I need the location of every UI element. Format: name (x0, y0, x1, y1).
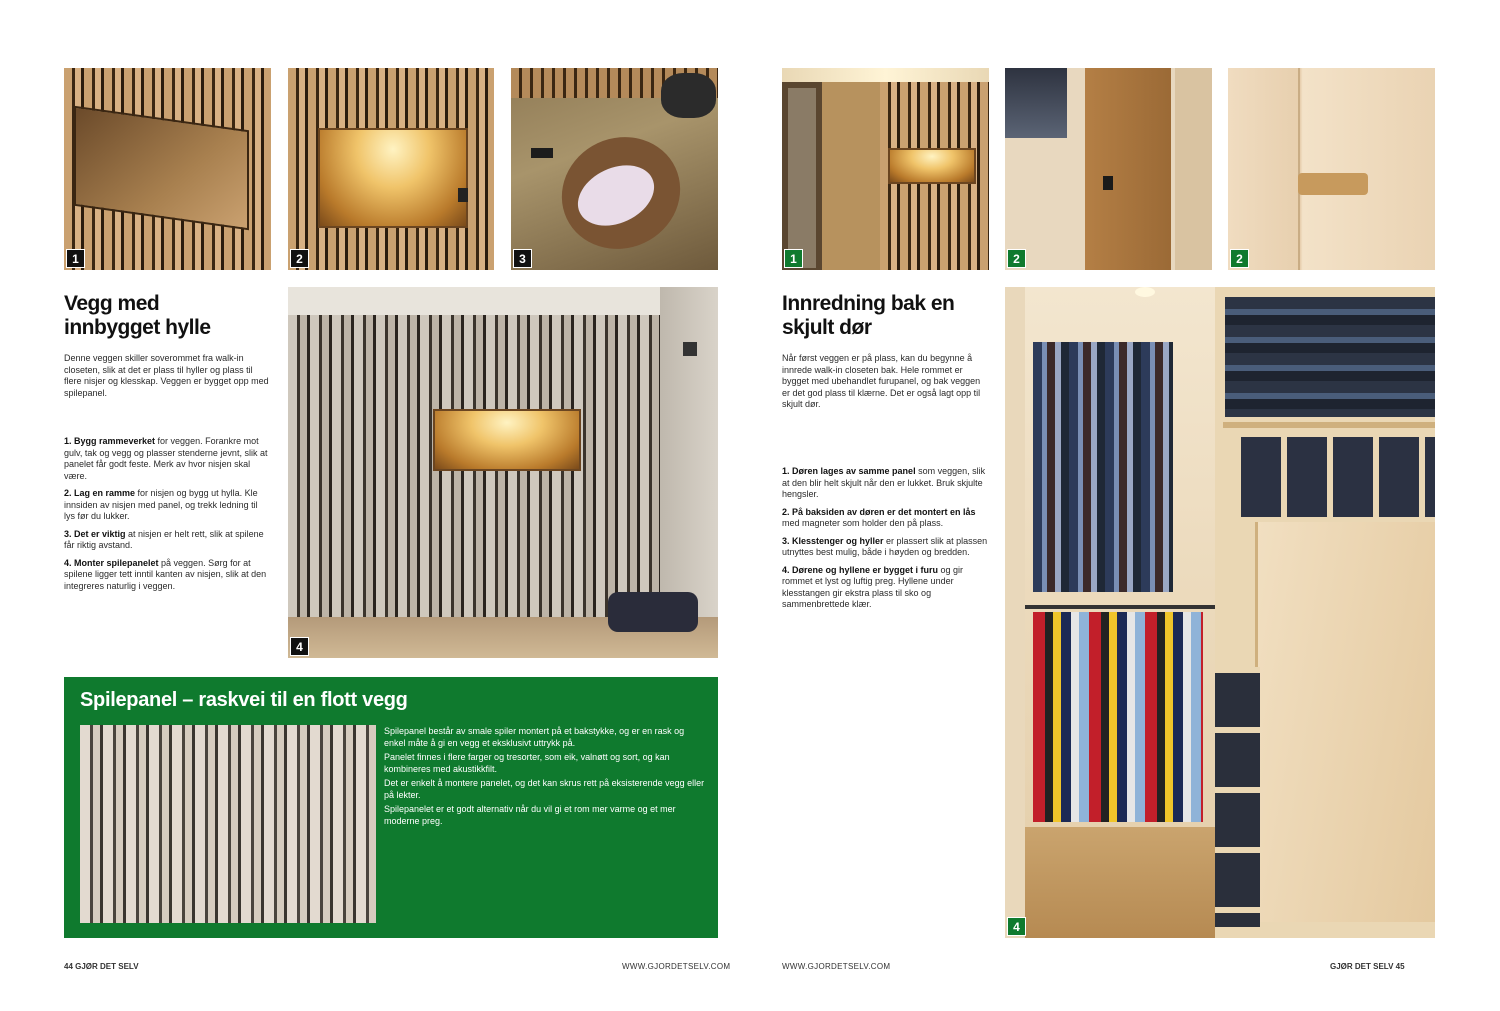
box-paragraph: Spilepanel består av smale spiler montert på et bakstykke, og er en rask og enkel måte å gi en vegg et eksklusivt uttrykk på. (384, 726, 685, 748)
photo-shelf-bowl (511, 68, 718, 270)
step-lead: 3. Klesstenger og hyller (782, 535, 884, 546)
photo-number: 4 (290, 637, 309, 656)
photo-lit-niche (288, 68, 494, 270)
spilepanel-info-box (64, 677, 718, 938)
step-item (782, 466, 988, 501)
box-title: Spilepanel – raskvei til en flott vegg (80, 689, 408, 711)
left-footer-url: WWW.GJORDETSELV.COM (622, 962, 731, 971)
box-paragraph: Det er enkelt å montere panelet, og det kan skrus rett på eksisterende vegg eller på lekter. (384, 778, 705, 800)
right-steps (782, 466, 988, 617)
box-text (384, 725, 706, 829)
photo-number: 2 (1230, 249, 1249, 268)
left-footer-folio: 44 GJØR DET SELV (64, 962, 139, 971)
photo-number: 1 (784, 249, 803, 268)
photo-walk-in-closet (1005, 287, 1435, 938)
headline-line: skjult dør (782, 316, 872, 339)
photo-slat-wall-room (288, 287, 718, 658)
right-intro: Når først veggen er på plass, kan du begynne å innrede walk-in closeten bak. Hele rommet er bygget med ubehandlet furupanel, og bak veggen er det god plass til klærne. Det er også lagt opp til skjult dør. (782, 353, 981, 409)
left-steps (64, 436, 270, 598)
headline-line: innbygget hylle (64, 316, 211, 339)
headline-line: Vegg med (64, 292, 160, 315)
box-paragraph: Spilepanelet er et godt alternativ når du vil gi et rom mer varme og et mer moderne preg. (384, 804, 676, 826)
photo-hidden-door-closed (782, 68, 989, 270)
step-text: for veggen. Forankre mot gulv, tak og vegg og plasser stenderne jevnt, slik at panelet får godt feste. Merk av hvor nisjen skal være. (64, 436, 268, 481)
step-lead: 2. Lag en ramme (64, 488, 136, 498)
step-text: at nisjen er helt rett, slik at spilene får riktig avstand. (64, 528, 264, 550)
step-text: som veggen, slik at den blir helt skjult når den er lukket. Bruk skjulte hengsler. (782, 466, 986, 499)
left-intro: Denne veggen skiller soverommet fra walk-in closeten, slik at det er plass til hyller og plass til flere nisjer og klesskap. Veggen er bygget opp med spilepanel. (64, 353, 269, 398)
box-paragraph: Panelet finnes i flere farger og tresorter, som eik, valnøtt og sort, og kan kombineres med akustikkfilt. (384, 752, 670, 774)
photo-number: 4 (1007, 917, 1026, 936)
step-text: for nisjen og bygg ut hylla. Kle innsiden av nisjen med panel, og trekk ledning til lys før du lukker. (64, 488, 258, 521)
step-item (64, 529, 270, 552)
step-lead: 1. Døren lages av samme panel (782, 466, 916, 476)
step-text: og gir rommet et lyst og luftig preg. Hyllene under klesstangen gir ekstra plass til sko og sammenbrettede klær. (782, 564, 964, 609)
photo-number: 2 (290, 249, 309, 268)
step-text: er plassert slik at plassen utnyttes best mulig, både i høyden og bredden. (782, 535, 988, 557)
photo-number: 3 (513, 249, 532, 268)
right-footer-folio: GJØR DET SELV 45 (1330, 962, 1405, 971)
step-text: med magneter som holder den på plass. (782, 518, 944, 528)
left-headline (64, 292, 279, 340)
step-text: på veggen. Sørg for at spilene ligger tett inntil kanten av nisjen, slik at den integreres naturlig i veggen. (64, 557, 267, 591)
step-item (782, 536, 988, 559)
step-lead: 3. Det er viktig (64, 528, 126, 539)
headline-line: Innredning bak en (782, 292, 955, 315)
step-item (782, 507, 988, 530)
photo-door-latch (1005, 68, 1212, 270)
right-footer-url: WWW.GJORDETSELV.COM (782, 962, 891, 971)
right-headline (782, 292, 997, 340)
photo-wall-niche-closeup (64, 68, 271, 270)
step-lead: 4. Dørene og hyllene er bygget i furu (782, 564, 939, 575)
step-item (782, 565, 988, 611)
step-lead: 2. På baksiden av døren er det montert en lås (782, 506, 976, 517)
step-item (64, 488, 270, 523)
photo-slat-panel-sample (80, 725, 376, 923)
photo-pine-panel-detail (1228, 68, 1435, 270)
photo-number: 1 (66, 249, 85, 268)
step-lead: 4. Monter spilepanelet (64, 557, 159, 568)
step-item (64, 436, 270, 482)
step-item (64, 558, 270, 593)
photo-number: 2 (1007, 249, 1026, 268)
step-lead: 1. Bygg rammeverket (64, 436, 156, 446)
